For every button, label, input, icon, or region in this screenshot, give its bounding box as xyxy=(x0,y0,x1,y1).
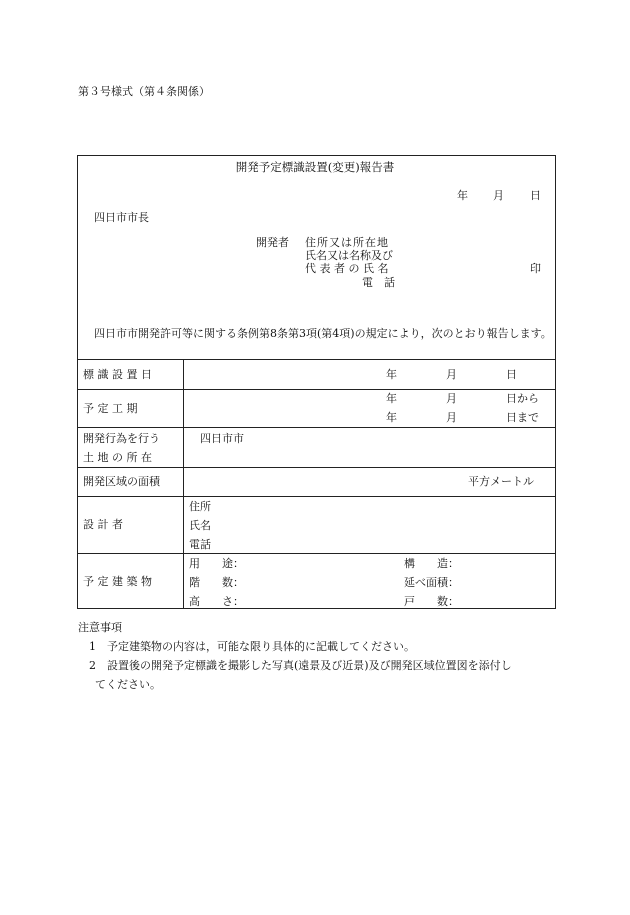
schedule-start-day: 日から xyxy=(506,392,539,405)
building-label: 予 定 建 築 物 xyxy=(83,575,152,588)
schedule-start-month: 月 xyxy=(446,392,457,405)
location-label-1: 開発行為を行う xyxy=(83,432,160,445)
installation-month: 月 xyxy=(446,368,457,381)
form-id: 第３号様式（第４条関係） xyxy=(78,85,210,98)
row-divider xyxy=(77,427,556,428)
area-unit: 平方メートル xyxy=(468,475,534,488)
row-divider xyxy=(77,553,556,554)
report-day-label: 日 xyxy=(530,189,541,202)
installation-date-label xyxy=(83,369,178,380)
report-month-label: 月 xyxy=(493,189,504,202)
building-units-label: 戸 数： xyxy=(404,595,459,608)
schedule-start-year: 年 xyxy=(386,392,397,405)
building-floor-area-label: 延べ面積： xyxy=(404,576,459,589)
designer-label: 設 計 者 xyxy=(83,518,123,531)
installation-day: 日 xyxy=(506,368,517,381)
addressee: 四日市市長 xyxy=(94,211,149,224)
schedule-end-day: 日まで xyxy=(506,411,539,424)
note-1: 予定建築物の内容は，可能な限り具体的に記載してください。 xyxy=(107,640,415,653)
installation-date-label-text: 標 識 設 置 日 xyxy=(83,368,152,381)
building-floors-label: 階 数： xyxy=(189,576,244,589)
designer-name-label: 氏名 xyxy=(189,519,211,532)
schedule-end-month: 月 xyxy=(446,411,457,424)
body-text: 四日市市開発許可等に関する条例第8条第3項(第4項)の規定により，次のとおり報告します。 xyxy=(94,327,552,340)
applicant-name-label-1: 氏名又は名称及び xyxy=(305,249,393,262)
note-2-line-2: てください。 xyxy=(95,678,161,691)
form-title: 開発予定標識設置(変更)報告書 xyxy=(235,160,395,174)
schedule-end-year: 年 xyxy=(386,411,397,424)
row-divider xyxy=(77,496,556,497)
location-value: 四日市市 xyxy=(200,432,244,445)
row-divider xyxy=(77,389,556,390)
designer-address-label: 住所 xyxy=(189,500,211,513)
note-2-number: 2 xyxy=(89,659,96,672)
applicant-name-label-2: 代 表 者 の 氏 名 xyxy=(305,262,389,275)
row-divider xyxy=(77,467,556,468)
installation-year: 年 xyxy=(386,368,397,381)
report-year-label: 年 xyxy=(457,189,468,202)
row-divider xyxy=(77,359,556,360)
designer-phone-label: 電話 xyxy=(189,538,211,551)
building-structure-label: 構 造： xyxy=(404,557,459,570)
area-label: 開発区域の面積 xyxy=(83,475,160,488)
location-label-2: 土 地 の 所 在 xyxy=(83,451,152,464)
note-2-line-1: 設置後の開発予定標識を撮影した写真(遠景及び近景)及び開発区域位置図を添付し xyxy=(107,659,512,672)
building-height-label: 高 さ： xyxy=(189,595,244,608)
label-column-divider xyxy=(183,359,184,609)
applicant-phone-label: 電 話 xyxy=(362,276,395,289)
building-use-label: 用 途： xyxy=(189,557,244,570)
applicant-address-label: 住所又は所在地 xyxy=(305,236,389,249)
seal-mark: 印 xyxy=(530,262,541,275)
note-1-number: 1 xyxy=(89,640,96,653)
notes-heading: 注意事項 xyxy=(78,621,122,634)
applicant-role: 開発者 xyxy=(256,236,289,249)
schedule-label: 予 定 工 期 xyxy=(83,402,138,415)
